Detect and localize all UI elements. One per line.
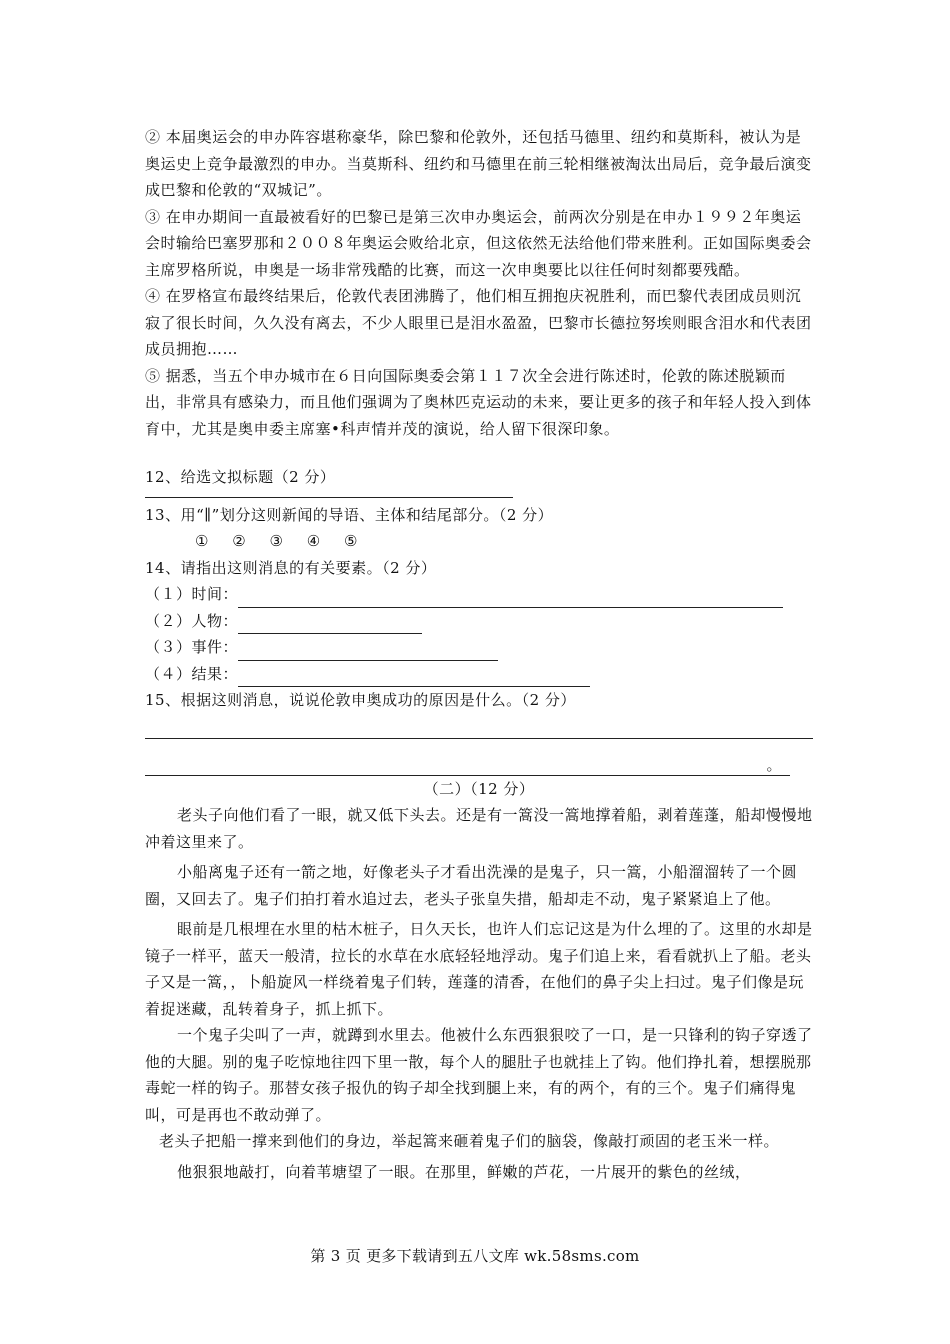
q14-label-event: （３）事件：	[145, 638, 239, 656]
q14-item-time	[145, 581, 813, 608]
answer-line-12	[145, 491, 513, 498]
article-paragraph-2: ② 本届奥运会的申办阵容堪称豪华，除巴黎和伦敦外，还包括马德里、纽约和莫斯科，被认为是奥运史上竞争最激烈的申办。当莫斯科、纽约和马德里在前三轮相继被淘汰出局后，竞争最后演变成巴黎和伦敦的“双城记”。	[145, 128, 812, 199]
question-12: 12、给选文拟标题（2 分）	[145, 468, 336, 486]
q14-label-person: （２）人物：	[145, 611, 239, 630]
story-paragraph: 眼前是几根埋在水里的枯木桩子，日久天长，也许人们忘记这是为什么埋的了。这里的水却是镜子一样平，蓝天一般清，拉长的水草在水底轻轻地浮动。鬼子们追上来，看看就扒上了船。老头子又是一篙，，卜船旋风一样绕着鬼子们转，莲蓬的清香，在他们的鼻子尖上扫过。鬼子们像是玩着捉迷藏，乱转着身子，抓上抓下。	[145, 920, 813, 1018]
paragraph-number-list	[145, 528, 813, 555]
q14-label-result: （４）结果：	[145, 664, 239, 683]
article-paragraph-3: ③ 在申办期间一直最被看好的巴黎已是第三次申办奥运会，前两次分别是在申办１９９２年奥运会时输给巴塞罗那和２００８年奥运会败给北京，但这依然无法给他们带来胜利。正如国际奥委会主席罗格所说，申奥是一场非常残酷的比赛，而这一次申奥要比以往任何时刻都要残酷。	[145, 207, 812, 279]
answer-line-15b[interactable]	[145, 753, 790, 776]
page-footer: 第 3 页 更多下载请到五八文库 wk.58sms.com	[310, 1247, 640, 1265]
story-paragraph: 老头子把船一撑来到他们的身边，举起篙来砸着鬼子们的脑袋，像敲打顽固的老玉米一样。	[159, 1132, 780, 1150]
answer-line-result[interactable]	[238, 668, 590, 687]
page-content	[145, 124, 813, 1185]
section-2-title: （二）（12 分）	[423, 779, 535, 798]
answer-line-event[interactable]	[238, 642, 498, 661]
paragraph-number: ④	[306, 532, 321, 550]
paragraph-number: ①	[195, 532, 209, 550]
story-paragraph: 一个鬼子尖叫了一声，就蹲到水里去。他被什么东西狠狠咬了一口，是一只锋利的钩子穿透了他的大腿。别的鬼子吃惊地往四下里一散，每个人的腿肚子也就挂上了钩。他们挣扎着，想摆脱那毒蛇一样的钩子。那替女孩子报仇的钩子却全找到腿上来，有的两个，有的三个。鬼子们痛得鬼叫，可是再也不敢动弹了。	[145, 1026, 813, 1124]
story-paragraph: 他狠狠地敲打，向着苇塘望了一眼。在那里，鲜嫩的芦花，一片展开的紫色的丝绒，	[177, 1162, 751, 1181]
question-13: 13、用“∥”划分这则新闻的导语、主体和结尾部分。（2 分）	[145, 505, 554, 524]
answer-line-person[interactable]	[238, 615, 422, 634]
q14-item-person	[145, 608, 813, 635]
question-14: 14、请指出这则消息的有关要素。（2 分）	[145, 558, 437, 577]
story-paragraph: 小船离鬼子还有一箭之地，好像老头子才看出洗澡的是鬼子，只一篙，小船溜溜转了一个圆圈，又回去了。鬼子们拍打着水追过去，老头子张皇失措，船却走不动，鬼子紧紧追上了他。	[145, 863, 798, 908]
story-paragraph: 老头子向他们看了一眼，就又低下头去。还是有一篙没一篙地撑着船，剥着莲蓬，船却慢慢地冲着这里来了。	[145, 806, 813, 851]
article-paragraph-5: ⑤ 据悉，当五个申办城市在６日向国际奥委会第１１７次全会进行陈述时，伦敦的陈述脱颖而出，非常具有感染力，而且他们强调为了奥林匹克运动的未来，要让更多的孩子和年轻人投入到体育中，尤其是奥申委主席塞•科声情并茂的演说，给人留下很深印象。	[145, 366, 812, 438]
answer-line-time[interactable]	[238, 589, 783, 608]
q14-item-result	[145, 661, 813, 688]
paragraph-number: ③	[269, 532, 284, 550]
article-paragraph-4: ④ 在罗格宣布最终结果后，伦敦代表团沸腾了，他们相互拥抱庆祝胜利，而巴黎代表团成员则沉寂了很长时间，久久没有离去，不少人眼里已是泪水盈盈，巴黎市长德拉努埃则眼含泪水和代表团成员拥抱……	[145, 287, 812, 358]
answer-line-15a[interactable]	[145, 722, 813, 739]
q14-item-event	[145, 634, 813, 661]
q14-label-time: （１）时间：	[145, 585, 239, 603]
spacer	[145, 442, 813, 464]
answer-end-mark: 。	[766, 756, 782, 774]
paragraph-number: ⑤	[343, 532, 358, 550]
question-15: 15、根据这则消息，说说伦敦申奥成功的原因是什么。（2 分）	[145, 691, 576, 709]
paragraph-number: ②	[232, 532, 247, 550]
